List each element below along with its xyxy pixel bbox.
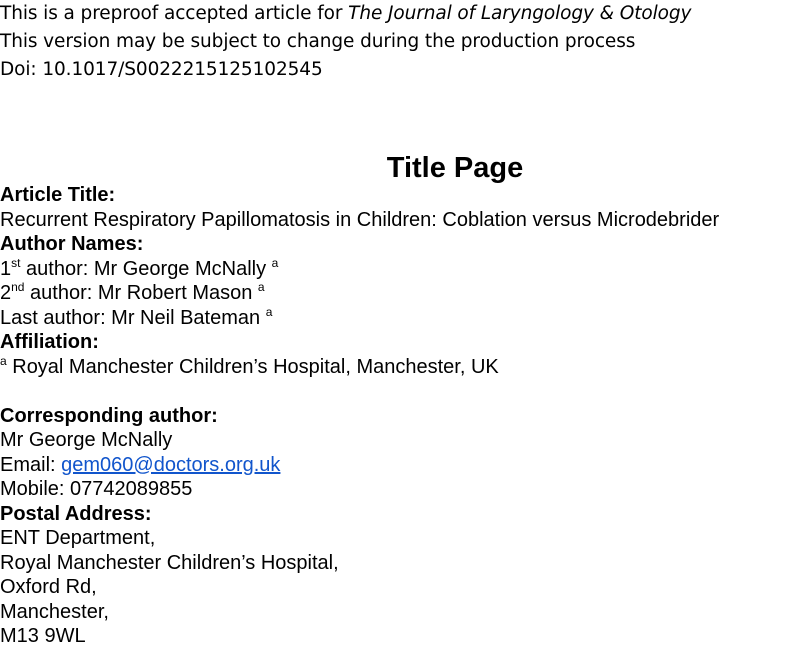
postal-line-2: Royal Manchester Children’s Hospital, bbox=[0, 551, 339, 574]
doi-line: Doi: 10.1017/S0022215125102545 bbox=[0, 59, 323, 80]
email-link[interactable]: gem060@doctors.org.uk bbox=[61, 453, 281, 476]
author-second: 2nd author: Mr Robert Mason $^a$ bbox=[0, 280, 265, 304]
author-last: Last author: Mr Neil Bateman $^a$ bbox=[0, 304, 273, 329]
postal-line-3: Oxford Rd, bbox=[0, 576, 97, 598]
author-first: 1st author: Mr George McNally $^a$ bbox=[0, 255, 279, 280]
mobile-line: Mobile: 07742089855 bbox=[0, 478, 193, 500]
corresponding-author-name: Mr George McNally bbox=[0, 429, 173, 451]
corresponding-author-label: Corresponding author: bbox=[0, 404, 218, 427]
affiliation-text: $^a$ Royal Manchester Children’s Hospital, Manchester, UK bbox=[0, 353, 499, 378]
email-line: Email: gem060@doctors.org.uk bbox=[0, 453, 281, 476]
preproof-line-1: This is a preproof accepted article for The Journal of Laryngology & Otology bbox=[0, 3, 692, 24]
postal-line-5: M13 9WL bbox=[0, 625, 86, 647]
postal-line-1: ENT Department, bbox=[0, 527, 156, 549]
postal-address-label: Postal Address: bbox=[0, 502, 152, 525]
preproof-notice bbox=[0, 0, 691, 84]
journal-name: The Journal of Laryngology & Otology bbox=[348, 3, 692, 24]
spacer bbox=[0, 379, 719, 404]
article-title: Recurrent Respiratory Papillomatosis in Children: Coblation versus Microdebrider bbox=[0, 208, 720, 231]
title-page-content bbox=[0, 183, 719, 649]
page-title: Title Page bbox=[386, 152, 524, 184]
postal-line-4: Manchester, bbox=[0, 600, 109, 623]
preproof-line-2: This version may be subject to change during the production process bbox=[0, 31, 636, 52]
affiliation-label: Affiliation: bbox=[0, 331, 99, 353]
article-title-label: Article Title: bbox=[0, 184, 116, 206]
author-names-label: Author Names: bbox=[0, 233, 144, 255]
